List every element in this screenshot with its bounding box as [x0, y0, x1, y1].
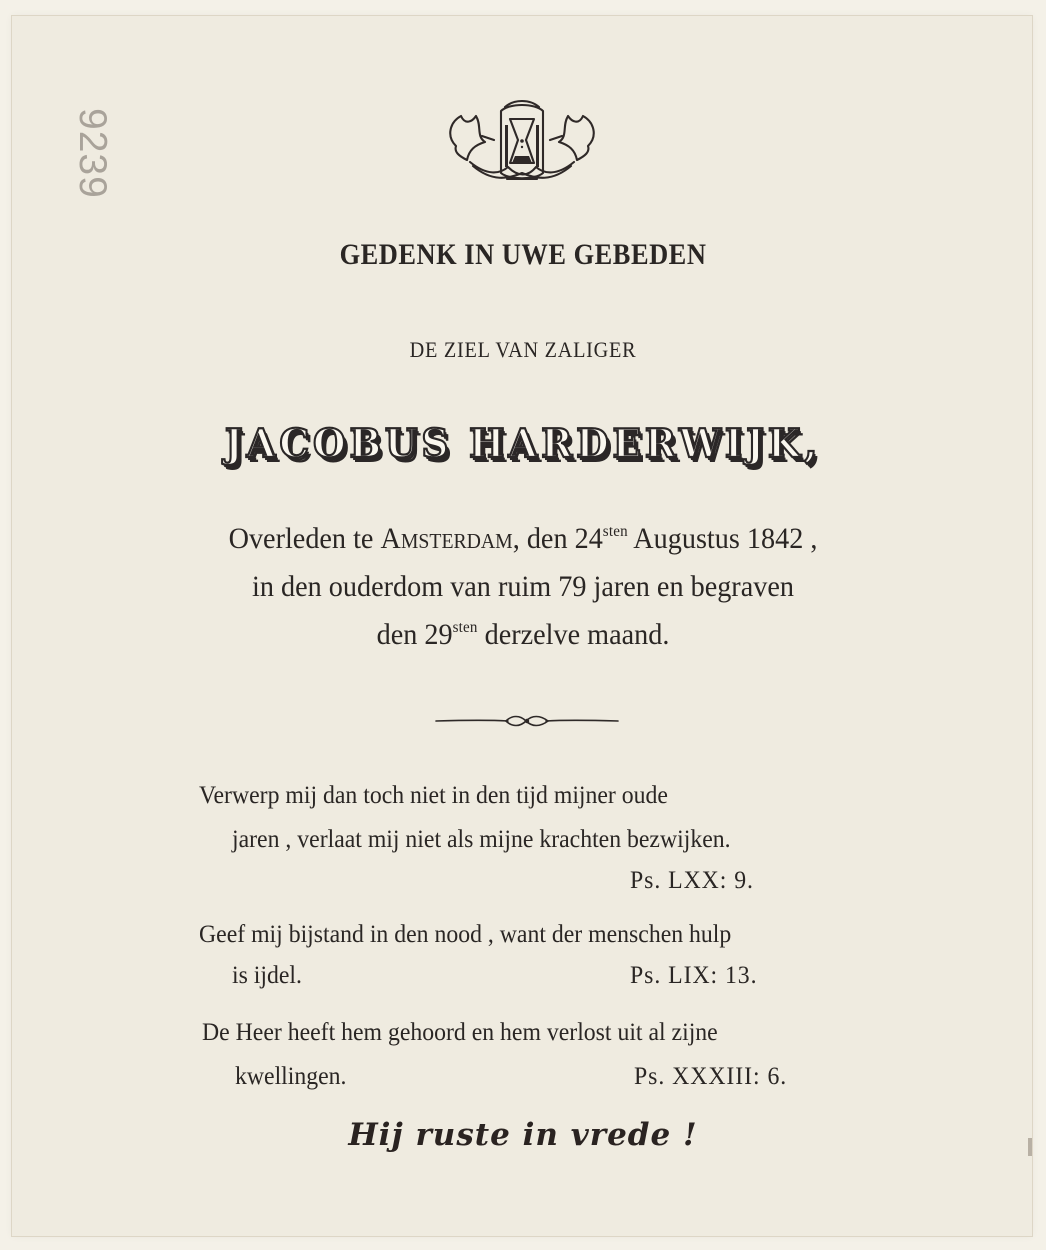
biography-line-3-suffix: derzelve maand. [477, 618, 670, 651]
biography-line-3 [31, 618, 1014, 652]
ornamental-divider-icon [434, 710, 620, 732]
burial-day-suffix: sten [452, 619, 478, 636]
closing-blessing: Hij ruste in vrede ! [348, 1117, 698, 1153]
biography-line-3-prefix: den 29 [376, 618, 453, 651]
verse-3-line-2: kwellingen. [235, 1063, 347, 1090]
biography-line-2: in den ouderdom van ruim 79 jaren en begraven [252, 570, 794, 603]
catalog-number: 9239 [71, 108, 114, 199]
verse-1-line-1: Verwerp mij dan toch niet in den tijd mijner oude [199, 782, 668, 809]
verse-1-line-2: jaren , verlaat mij niet als mijne krachten bezwijken. [232, 826, 731, 853]
prayer-heading: GEDENK IN UWE GEBEDEN [339, 238, 707, 271]
place-name: Amsterdam [380, 522, 513, 555]
verse-2-line-2: is ijdel. [232, 962, 302, 989]
verse-3-reference: Ps. XXXIII: 6. [634, 1063, 788, 1090]
biography-line-1-prefix: Overleden te [228, 522, 381, 555]
paper-edge-mark [1028, 1138, 1032, 1156]
soul-heading: DE ZIEL VAN ZALIGER [409, 337, 637, 362]
hourglass-emblem-icon [442, 98, 602, 188]
verse-2-line-1: Geef mij bijstand in den nood , want der menschen hulp [199, 921, 732, 948]
verse-2-reference: Ps. LIX: 13. [630, 962, 758, 989]
verse-3-line-1: De Heer heeft hem gehoord en hem verlost uit al zijne [202, 1019, 718, 1046]
biography-line-1 [31, 522, 1014, 556]
deceased-name: JACOBUS HARDERWIJK, [224, 421, 822, 467]
verse-1-reference: Ps. LXX: 9. [630, 867, 754, 894]
biography-line-1-middle: , den 24 [512, 522, 603, 555]
biography-line-1-suffix: Augustus 1842 , [627, 522, 818, 555]
day-suffix: sten [602, 523, 628, 540]
